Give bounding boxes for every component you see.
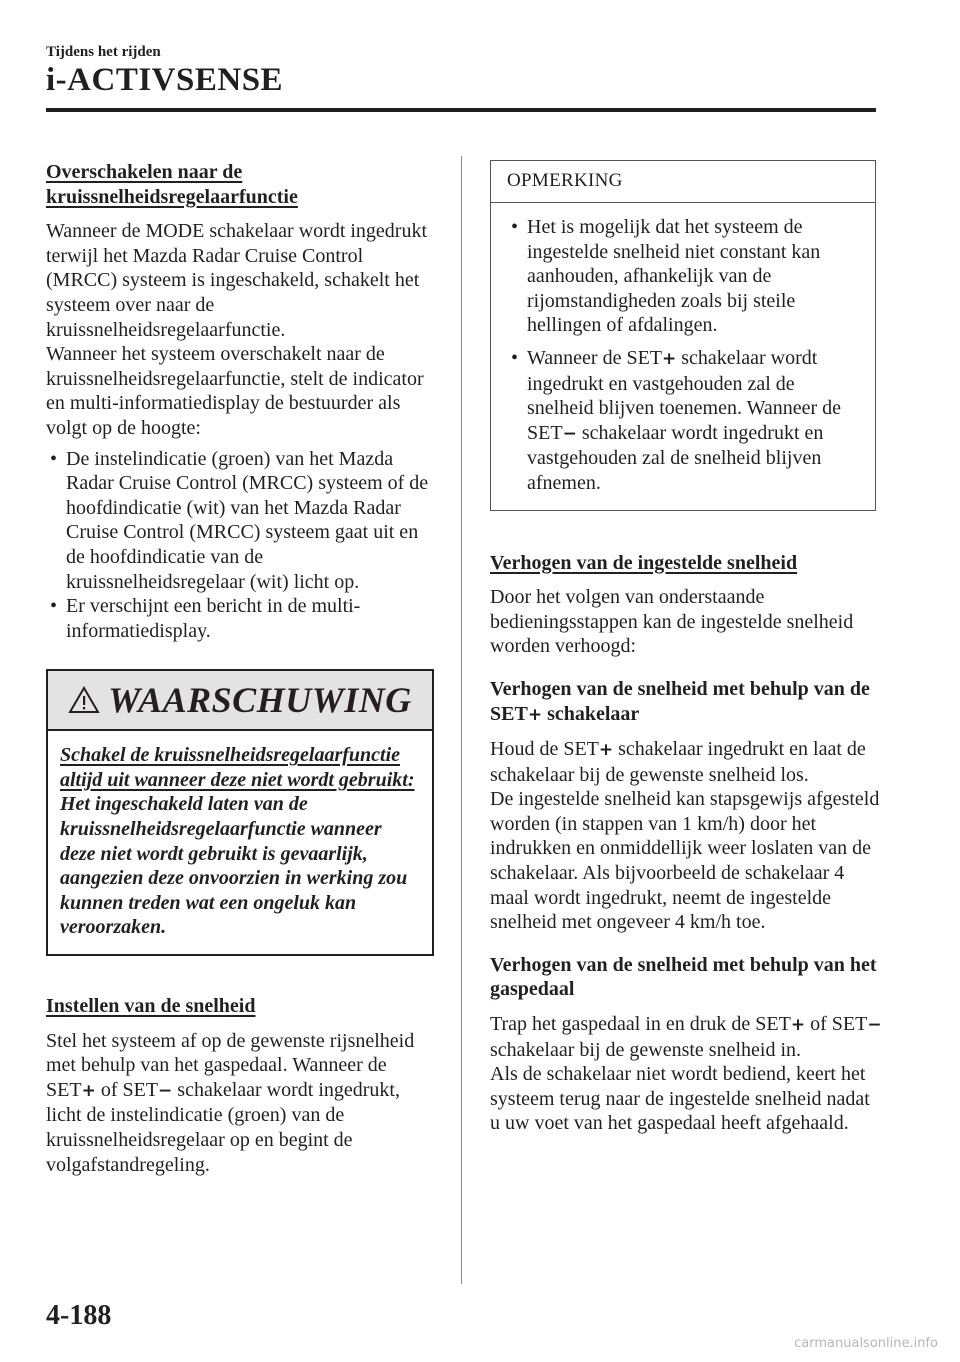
list-item (46, 594, 438, 643)
watermark: carmanualsonline.info (794, 1336, 938, 1351)
warning-text: Het ingeschakeld laten van de kruissnelheidsregelaarfunctie wanneer deze niet wordt gebruikt is gevaarlijk, aangezien deze onvoorzien in werking zou kunnen treden wat een ongeluk kan veroorzaken. (60, 793, 408, 939)
section-label: Tijdens het rijden (46, 44, 161, 60)
increase-switch-heading-a: Verhogen van de snelheid met behulp van de SET (490, 677, 870, 725)
note-text-c: schakelaar wordt ingedrukt en vastgehouden zal de snelheid blijven afnemen. (527, 421, 824, 494)
minus-icon: − (158, 1080, 173, 1101)
note-bullets (507, 215, 865, 496)
switch-cruise-paragraph (46, 219, 438, 440)
increase-pedal-text-a: Trap het gaspedaal in en druk de SET (490, 1013, 791, 1036)
note-body (491, 203, 875, 510)
header-divider (46, 108, 876, 112)
column-divider (461, 156, 462, 1284)
plus-icon: + (790, 1015, 806, 1036)
page-title: i-ACTIVSENSE (46, 62, 284, 98)
increase-pedal-paragraph (490, 1012, 882, 1136)
note-text-b: schakelaar wordt ingedrukt en vastgehouden zal de snelheid blijven toenemen. Wanneer de SET (527, 346, 842, 444)
switch-cruise-bullets (46, 447, 438, 644)
set-speed-paragraph (46, 1029, 438, 1178)
warning-header (48, 671, 432, 731)
note-title: OPMERKING (491, 161, 875, 203)
minus-icon: − (562, 423, 577, 444)
switch-cruise-text-2: Wanneer het systeem overschakelt naar de kruissnelheidsregelaarfunctie, stelt de indicator en multi-informatiedisplay de bestuurder als volgt op de hoogte: (46, 343, 424, 439)
bullet-dot: • (511, 216, 519, 238)
plus-icon: + (662, 348, 677, 369)
increase-switch-text-a: Houd de SET (490, 738, 599, 761)
increase-switch-text-2: De ingestelde snelheid kan stapsgewijs afgesteld worden (in stappen van 1 km/h) door het indrukken en onmiddellijk weer loslaten van de schakelaar. Als bijvoorbeeld de schakelaar 4 maal wordt ingedrukt, neemt de ingestelde snelheid met ongeveer 4 km/h toe. (490, 788, 880, 934)
plus-icon: + (81, 1080, 96, 1101)
set-speed-heading: Instellen van de snelheid (46, 995, 256, 1018)
list-item (507, 346, 865, 496)
minus-icon: − (867, 1015, 882, 1036)
bullet-dot: • (50, 447, 58, 470)
note-text-a: Wanneer de SET (527, 346, 662, 369)
increase-pedal-text-c: schakelaar bij de gewenste snelheid in. (490, 1038, 801, 1061)
increase-pedal-text-b: of SET (805, 1013, 868, 1036)
set-speed-text-b: of SET (95, 1078, 159, 1101)
warning-title: WAARSCHUWING (108, 679, 412, 720)
warning-box (46, 669, 434, 956)
increase-pedal-text-2: Als de schakelaar niet wordt bediend, keert het systeem terug naar de ingestelde snelheid nadat u uw voet van het gaspedaal heeft afgehaald. (490, 1063, 870, 1135)
switch-cruise-heading-line1: Overschakelen naar de (46, 161, 243, 183)
bullet-dot: • (50, 595, 58, 618)
warning-lead: Schakel de kruissnelheidsregelaarfunctie altijd uit wanneer deze niet wordt gebruikt: (60, 744, 415, 791)
plus-icon: + (527, 704, 543, 725)
warning-triangle-icon (68, 686, 100, 714)
right-column (490, 160, 882, 1136)
increase-switch-heading (490, 677, 882, 727)
switch-cruise-text-1: Wanneer de MODE schakelaar wordt ingedrukt terwijl het Mazda Radar Cruise Control (MRCC) systeem is ingeschakeld, schakelt het systeem over naar de kruissnelheidsregelaarfunctie. (46, 220, 428, 341)
list-item (507, 215, 865, 338)
set-speed-text-a: Stel het systeem af op de gewenste rijsnelheid met behulp van het gaspedaal. Wanneer de SET (46, 1029, 415, 1101)
warning-body (48, 731, 432, 954)
increase-speed-heading: Verhogen van de ingestelde snelheid (490, 551, 798, 574)
switch-cruise-heading-line2: kruissnelheidsregelaarfunctie (46, 185, 298, 208)
note-box (490, 160, 876, 511)
increase-switch-text-b: schakelaar ingedrukt en laat de schakelaar bij de gewenste snelheid los. (490, 738, 866, 786)
bullet-dot: • (511, 346, 519, 369)
plus-icon: + (598, 740, 614, 761)
list-item-text: Er verschijnt een bericht in de multi-informatiedisplay. (66, 595, 361, 642)
left-column (46, 160, 438, 1177)
list-item-text: De instelindicatie (groen) van het Mazda Radar Cruise Control (MRCC) systeem of de hoofdindicatie (wit) van het Mazda Radar Cruise Control (MRCC) systeem gaat uit en de hoofdindicatie van de kruissnelheidsregelaar (wit) licht op. (66, 447, 429, 593)
increase-speed-paragraph: Door het volgen van onderstaande bedieningsstappen kan de ingestelde snelheid worden verhoogd: (490, 586, 854, 658)
set-speed-text-c: schakelaar wordt ingedrukt, licht de instelindicatie (groen) van de kruissnelheidsregelaar op en begint de volgafstandregeling. (46, 1078, 400, 1176)
list-item-text: Het is mogelijk dat het systeem de ingestelde snelheid niet constant kan aanhouden, afhankelijk van de rijomstandigheden zoals bij steile hellingen of afdalingen. (527, 216, 821, 337)
increase-switch-paragraph (490, 737, 882, 935)
list-item (46, 447, 438, 595)
increase-switch-heading-b: schakelaar (542, 702, 640, 725)
increase-pedal-heading: Verhogen van de snelheid met behulp van het gaspedaal (490, 953, 877, 1001)
switch-cruise-heading (46, 160, 438, 209)
page-number: 4-188 (46, 1300, 112, 1331)
